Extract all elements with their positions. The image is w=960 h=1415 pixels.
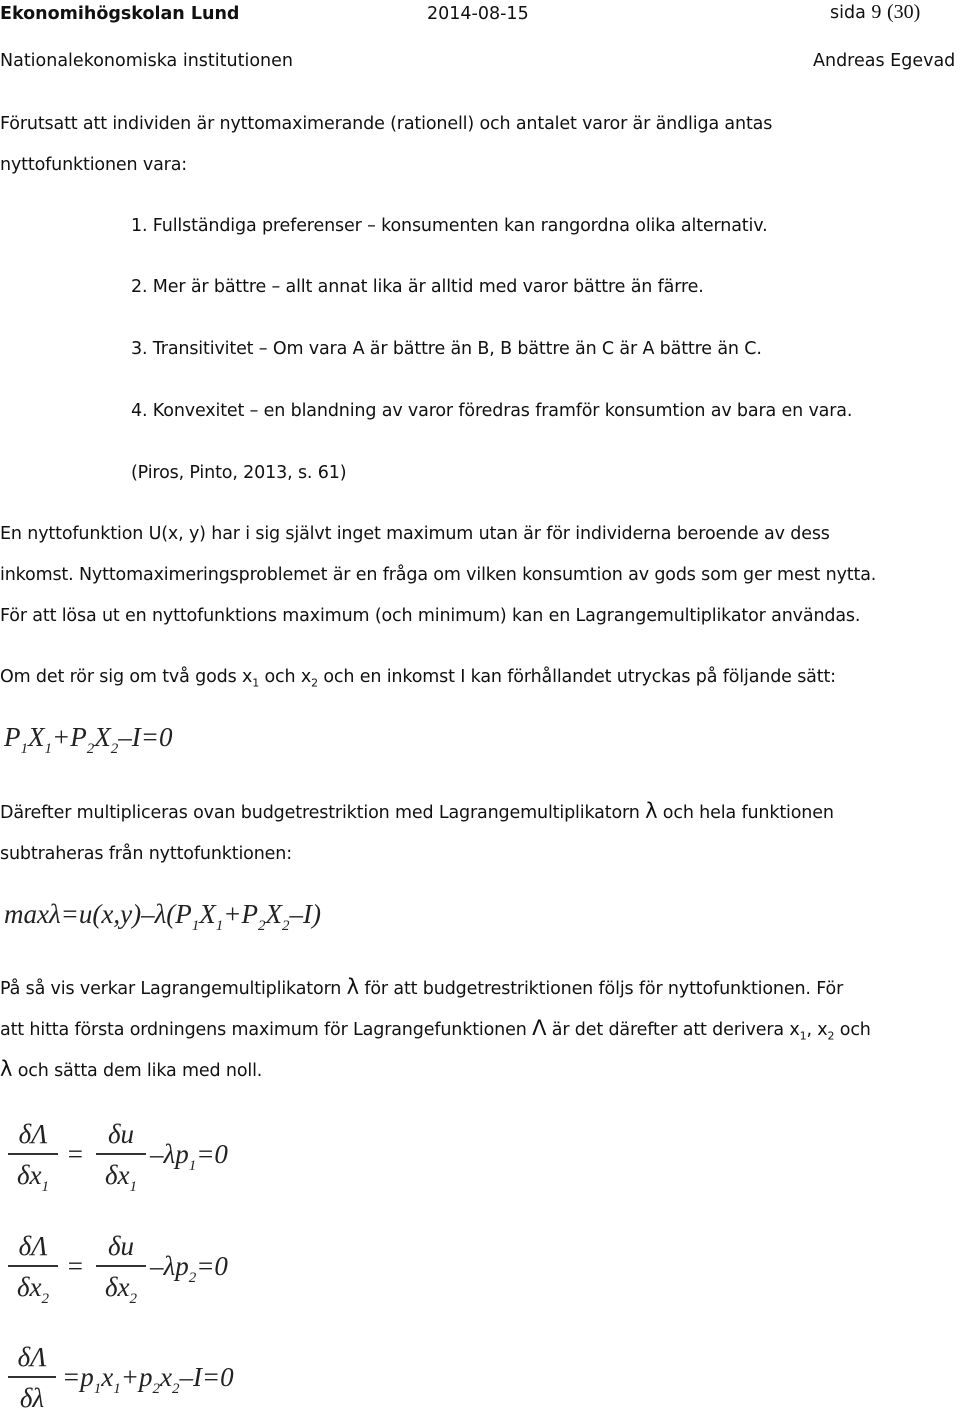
paragraph-1-line: En nyttofunktion U(x, y) har i sig självt inget maximum utan är för individerna beroende av dess bbox=[0, 524, 830, 544]
paragraph-4-line bbox=[0, 976, 843, 1000]
capital-lambda-symbol: Λ bbox=[532, 1016, 547, 1040]
subscript: 1 bbox=[799, 1029, 807, 1043]
header-page-number: 9 bbox=[871, 1, 882, 23]
lambda-symbol: λ bbox=[346, 975, 359, 999]
paragraph-4-text: , x bbox=[806, 1020, 828, 1040]
assumption-item: 2. Mer är bättre – allt annat lika är alltid med varor bättre än färre. bbox=[131, 277, 704, 297]
paragraph-4-text: och bbox=[834, 1020, 871, 1040]
fraction-right: δu $\delta x_1$ bbox=[96, 1118, 146, 1203]
subscript: 1 bbox=[252, 676, 260, 690]
assumption-item: 4. Konvexitet – en blandning av varor föredras framför konsumtion av bara en vara. bbox=[131, 401, 853, 421]
header-author: Andreas Egevad bbox=[813, 51, 956, 71]
fraction-left: δΛ δλ bbox=[8, 1341, 56, 1414]
intro-line-1: Förutsatt att individen är nyttomaximerande (rationell) och antalet varor är ändliga antas bbox=[0, 114, 773, 134]
lambda-symbol: λ bbox=[645, 799, 658, 823]
lambda-symbol: λ bbox=[0, 1057, 13, 1081]
subscript: 2 bbox=[311, 676, 318, 690]
paragraph-2-text: och x bbox=[259, 667, 312, 687]
header-school: Ekonomihögskolan Lund bbox=[0, 4, 240, 24]
paragraph-2 bbox=[0, 666, 836, 695]
formula-derivative-x2: δΛ $\delta x_2$ = δu $\delta x_2$ $-\lambda p_2=0$ bbox=[8, 1230, 960, 1310]
paragraph-3-text: och hela funktionen bbox=[657, 803, 834, 823]
paragraph-4-line bbox=[0, 1017, 871, 1048]
paragraph-1-line: inkomst. Nyttomaximeringsproblemet är en fråga om vilken konsumtion av gods som ger mest nytta. bbox=[0, 565, 877, 585]
header-department: Nationalekonomiska institutionen bbox=[0, 51, 293, 71]
paragraph-4-line bbox=[0, 1058, 262, 1082]
header-page-total: (30) bbox=[886, 1, 921, 23]
subscript: 2 bbox=[827, 1029, 835, 1043]
header-date: 2014-08-15 bbox=[427, 4, 529, 24]
paragraph-4-text: att hitta första ordningens maximum för Lagrangefunktionen bbox=[0, 1020, 533, 1040]
intro-line-2: nyttofunktionen vara: bbox=[0, 155, 188, 175]
paragraph-4-text: för att budgetrestriktionen följs för nyttofunktionen. För bbox=[358, 979, 844, 999]
header-page-indicator bbox=[830, 1, 920, 24]
formula-lagrange: $\max\lambda=u(x,y)-\lambda(P_1X_1+P_2X_2-I)$ bbox=[4, 899, 321, 934]
paragraph-3-text: Därefter multipliceras ovan budgetrestriktion med Lagrangemultiplikatorn bbox=[0, 803, 646, 823]
formula-budget-constraint: $P_1X_1+P_2X_2-I=0$ bbox=[4, 722, 173, 757]
header-page-word: sida bbox=[830, 3, 866, 23]
paragraph-4-text: och sätta dem lika med noll. bbox=[12, 1061, 263, 1081]
paragraph-1-line: För att lösa ut en nyttofunktions maximum (och minimum) kan en Lagrangemultiplikator användas. bbox=[0, 606, 861, 626]
paragraph-4-text: På så vis verkar Lagrangemultiplikatorn bbox=[0, 979, 347, 999]
assumption-item: 1. Fullständiga preferenser – konsumenten kan rangordna olika alternativ. bbox=[131, 216, 768, 236]
formula-derivative-x1: δΛ $\delta x_1$ = δu $\delta x_1$ $-\lambda p_1=0$ bbox=[8, 1118, 960, 1198]
paragraph-4-text: är det därefter att derivera x bbox=[546, 1020, 800, 1040]
formula-derivative-lambda: δΛ δλ $=p_1x_1+p_2x_2-I=0$ bbox=[8, 1341, 960, 1415]
paragraph-3-line: subtraheras från nyttofunktionen: bbox=[0, 844, 292, 864]
paragraph-2-text: och en inkomst I kan förhållandet utryckas på följande sätt: bbox=[317, 667, 836, 687]
fraction-right: δu $\delta x_2$ bbox=[96, 1230, 146, 1315]
fraction-left: δΛ $\delta x_1$ bbox=[8, 1118, 58, 1203]
paragraph-3-line bbox=[0, 800, 834, 824]
citation: (Piros, Pinto, 2013, s. 61) bbox=[131, 463, 347, 483]
assumption-item: 3. Transitivitet – Om vara A är bättre än B, B bättre än C är A bättre än C. bbox=[131, 339, 762, 359]
fraction-left: δΛ $\delta x_2$ bbox=[8, 1230, 58, 1315]
paragraph-2-text: Om det rör sig om två gods x bbox=[0, 667, 253, 687]
